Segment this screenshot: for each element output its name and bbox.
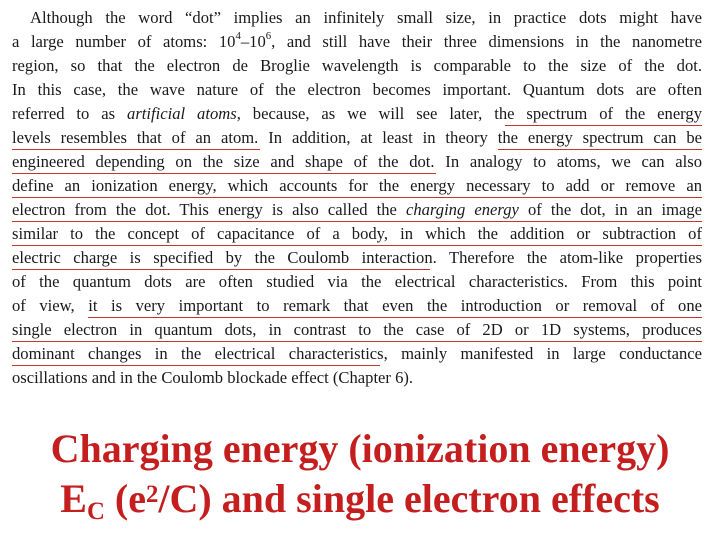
superscript: 2 [145,480,159,508]
heading-text: Charging energy (ionization energy) [50,426,670,471]
text-line [12,366,413,390]
text-span: In this case, the wave nature of the electron becomes important. Quantum dots are often [12,80,702,99]
italic-term: charging energy [405,200,519,219]
text-line [12,198,702,222]
text-line [12,174,702,198]
text-span: levels resembles that of an atom. In addition, at least in theory the energy spectrum can be [12,128,702,147]
highlight-underline [88,317,702,318]
text-span: single electron in quantum dots, in contrast to the case of 2D or 1D systems, produces [12,320,702,339]
text-line [12,294,702,318]
text-line [12,126,702,150]
text-span: a large number of atoms: 10 [12,32,236,51]
italic-term: artificial atoms [127,104,237,123]
text-span: , and still have their three dimensions in the nanometre [271,32,702,51]
highlight-underline [12,221,702,222]
text-span: Although the word “dot” implies an infinitely small size, in practice dots might have [30,8,702,27]
highlight-underline [12,341,702,342]
text-span: similar to the concept of capacitance of a body, in which the addition or subtraction of [12,224,702,243]
text-span: region, so that the electron de Broglie wavelength is comparable to the size of the dot. [12,56,702,75]
highlight-underline [12,269,430,270]
text-line [12,342,702,366]
highlight-underline [498,149,702,150]
heading-text: E [60,476,87,521]
text-line [12,318,702,342]
text-span: referred to as [12,104,128,123]
heading-line [0,474,720,530]
text-line [12,222,702,246]
highlight-underline [505,125,702,126]
text-line [12,30,702,54]
text-span: define an ionization energy, which accounts for the energy necessary to add or remove an [12,176,702,195]
text-line [12,150,702,174]
text-span: electron from the dot. This energy is also called the [12,200,406,219]
slide-heading [0,424,720,530]
highlight-underline [12,365,380,366]
highlight-underline [12,197,702,198]
highlight-underline [12,245,702,246]
text-span: engineered depending on the size and shape of the dot. In analogy to atoms, we can also [12,152,702,171]
text-line [12,270,702,294]
text-span: dominant changes in the electrical characteristics, mainly manifested in large conductance [12,344,702,363]
text-span: of the dot, in an image [518,200,703,219]
heading-line [0,424,720,474]
text-span: electric charge is specified by the Coulomb interaction. Therefore the atom-like properties [12,248,702,267]
text-line [12,78,702,102]
superscript: 6 [265,30,272,43]
highlight-underline [12,173,436,174]
text-span: of view, it is very important to remark that even the introduction or removal of one [12,296,702,315]
highlight-underline [12,149,260,150]
superscript: 4 [235,30,241,43]
text-span: –10 [240,32,266,51]
heading-text: /C) and single electron effects [158,476,660,521]
subscript: C [86,497,105,525]
text-line [12,54,702,78]
text-span: of the quantum dots are often studied via the electrical characteristics. From this point [12,272,702,291]
text-span: oscillations and in the Coulomb blockade effect (Chapter 6). [12,368,414,387]
text-line [30,6,702,30]
text-line [12,246,702,270]
text-line [12,102,702,126]
heading-text: (e [104,476,146,521]
text-span: , because, as we will see later, the spectrum of the energy [236,104,703,123]
